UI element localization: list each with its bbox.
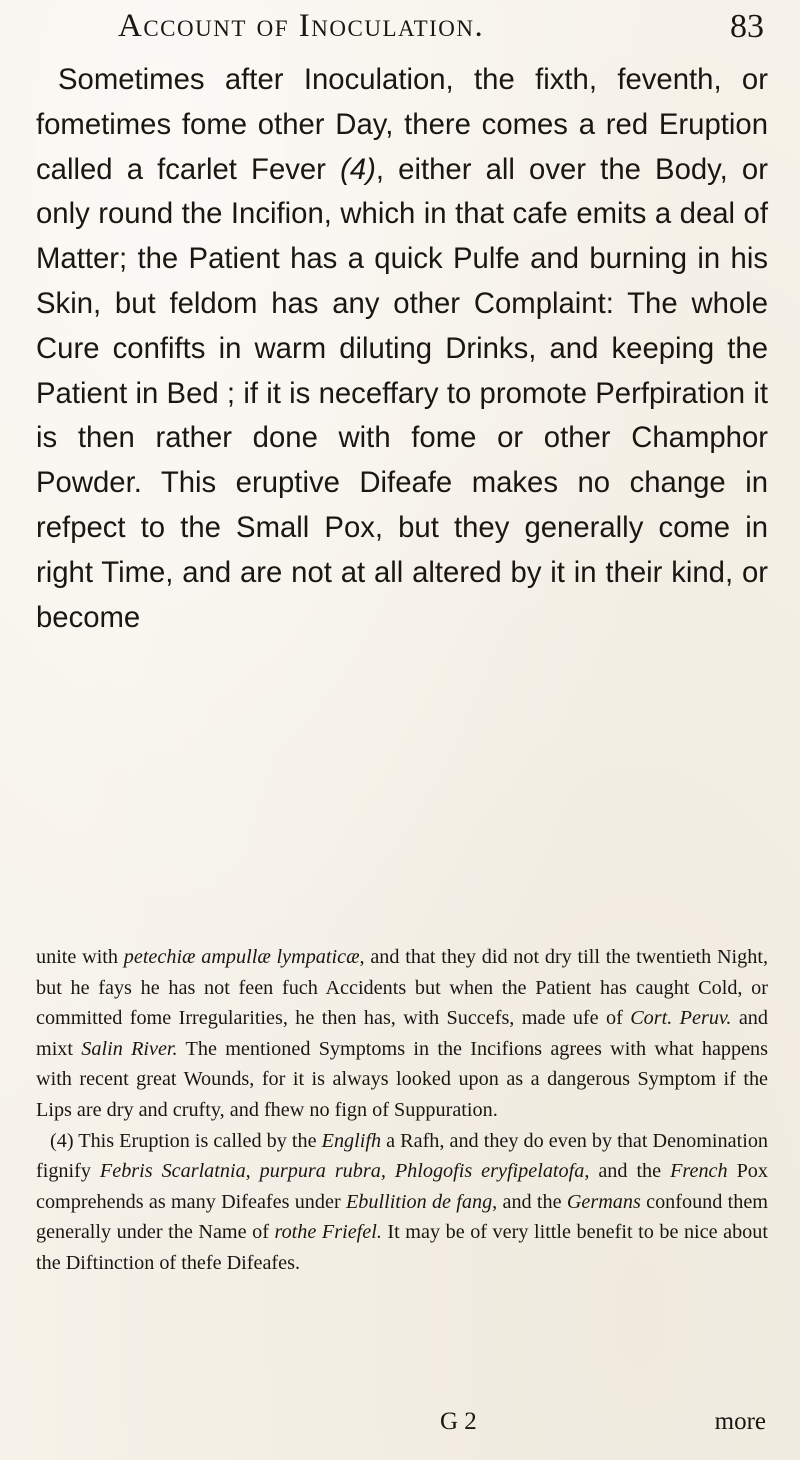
- footnote-segment: It may be of very little benefit to be nice about the Diftinction of thefe Difeafes.: [36, 1221, 768, 1274]
- footnote-block: [36, 942, 768, 1279]
- footnote-segment: Germans: [566, 1190, 641, 1213]
- footnote-paragraph: [36, 1126, 768, 1279]
- footnote-segment: The mentioned Symptoms in the Incifions agrees with what happens with recent great Wounds, for it is always looked upon as a dangerous Symptom if the Lips are dry and crufty, and fhew no fign of Suppuration.: [36, 1037, 768, 1121]
- main-text: [36, 58, 768, 640]
- main-paragraph: [36, 58, 768, 640]
- main-text-segment: , either all over the Body, or only round the Incifion, which in that cafe emits a deal of Matter; the Patient has a quick Pulfe and burning in his Skin, but feldom has any other Complaint: The whole Cure confifts in warm diluting Drinks, and keeping the Patient in Bed ; if it is neceffary to promote Perfpiration it is then rather done with fome or other Champhor Powder. This eruptive Difeafe makes no change in refpect to the Small Pox, but they generally come in right Time, and are not at all altered by it in their kind, or become: [36, 152, 768, 634]
- footnote-segment: Salin River.: [81, 1037, 178, 1060]
- footnote-segment: (4) This Eruption is called by the: [50, 1129, 322, 1152]
- footnote-segment: a Rafh, and they do even by that Denomination fignify: [36, 1129, 769, 1183]
- footnote-segment: Febris Scarlatnia, purpura rubra, Phlogofis eryfipelatofa: [99, 1160, 585, 1183]
- footnote-segment: petechiæ ampullæ lympaticæ: [123, 946, 360, 968]
- footnote-segment: and mixt: [36, 1007, 768, 1060]
- footnote-segment: Ebullition de fang: [345, 1190, 493, 1213]
- footnote-segment: Englifh: [321, 1129, 382, 1152]
- footnote-segment: unite with: [36, 946, 124, 968]
- footnote-segment: , and that they did not dry till the twentieth Night, but he fays he has not feen fuch Accidents but when the Patient has caught Cold, or committed fome Irregularities, he then has, with Succefs, made ufe of: [36, 946, 768, 1030]
- page-number: 83: [730, 8, 764, 45]
- footnote-segment: French: [670, 1160, 728, 1183]
- footnote-segment: Cort. Peruv.: [630, 1007, 732, 1030]
- signature-mark: G 2: [440, 1408, 477, 1435]
- footnote-segment: , and the: [584, 1160, 671, 1183]
- main-text-segment: Sometimes after Inoculation, the fixth, feventh, or fometimes fome other Day, there comes a red Eruption called a fcarlet Fever: [36, 63, 768, 186]
- footnote-reference: (4): [340, 152, 376, 186]
- running-head: [0, 8, 800, 56]
- catchword: more: [714, 1408, 766, 1435]
- footnote-paragraph: [36, 942, 768, 1126]
- footnote-segment: confound them generally under the Name of: [36, 1190, 768, 1244]
- page-footer: [0, 1408, 800, 1444]
- running-title: Account of Inoculation.: [118, 8, 485, 44]
- footnote-segment: rothe Friefel.: [274, 1221, 382, 1244]
- footnote-segment: , and the: [492, 1190, 567, 1213]
- footnote-segment: Pox comprehends as many Difeafes under: [36, 1160, 768, 1213]
